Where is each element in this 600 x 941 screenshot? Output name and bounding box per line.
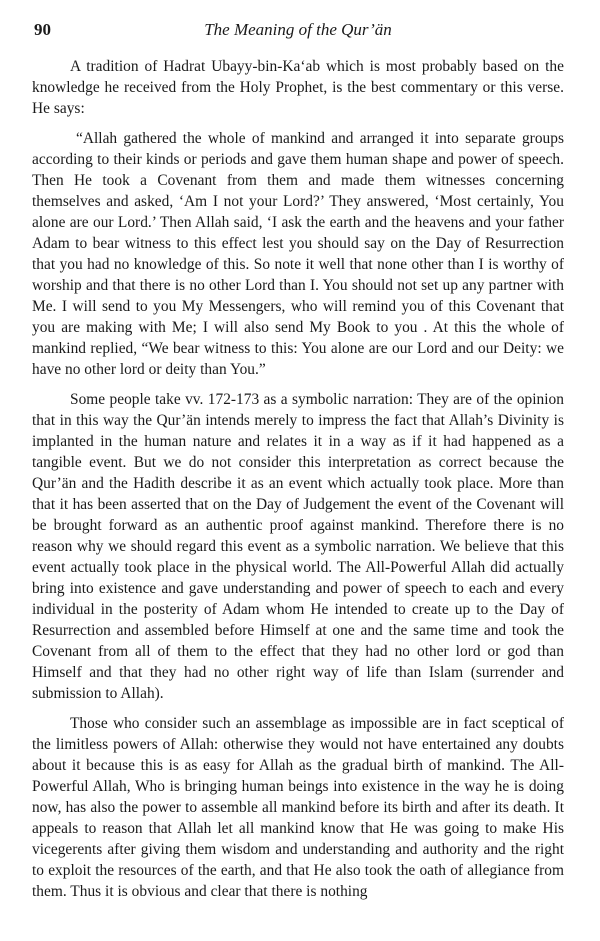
page-number: 90 [34,20,51,39]
paragraph-quotation: “Allah gathered the whole of mankind and arranged it into separate groups according to their kinds or periods and gave them human shape and power of speech. Then He took a Covenant from them and made them witnesses concerning themselves and asked, ‘Am I not your Lord?’ They answered, ‘Most certainly, You alone are our Lord.’ Then Allah said, ‘I ask the earth and the heavens and your father Adam to bear witness to this effect lest you should say on the Day of Resurrection that you had no knowledge of this. So note it well that none other than I is worthy of worship and that there is no other Lord than I. You should not set up any partner with Me. I will send to you My Messengers, who will remind you of this Covenant that you are making with Me; I will also send My Book to you . At this the whole of mankind replied, “We bear witness to this: You alone are our Lord and our Deity: we have no other lord or deity than You.” [32,130,564,378]
running-head [32,20,564,44]
paragraph-assemblage: Those who consider such an assemblage as impossible are in fact sceptical of the limitless powers of Allah: otherwise they would not have entertained any doubts about it because this is as easy for Allah as the gradual birth of mankind. The All-Powerful Allah, Who is bringing human beings into existence in the way he is doing now, has also the power to assemble all mankind before its birth and after its death. It appeals to reason that Allah let all mankind know that He was going to make His vicegerents after giving them wisdom and understanding and authority and the right to exploit the resources of the earth, and that He also took the oath of allegiance from them. Thus it is obvious and clear that there is nothing [32,715,564,900]
paragraph-intro: A tradition of Hadrat Ubayy-bin-Ka‘ab which is most probably based on the knowledge he received from the Holy Prophet, is the best commentary or this verse. He says: [32,58,564,117]
paragraph-symbolic-narration: Some people take vv. 172-173 as a symbolic narration: They are of the opinion that in this way the Qur’än intends merely to impress the fact that Allah’s Divinity is implanted in the human nature and relates it in a way as if it had happened as a tangible event. But we do not consider this interpretation as correct because the Qur’än and the Hadith describe it as an event which actually took place. More than that it has been asserted that on the Day of Judgement the event of the Covenant will be brought forward as an authentic proof against mankind. Therefore there is no reason why we should regard this event as a symbolic narration. We believe that this event actually took place in the physical world. The All-Powerful Allah did actually bring into existence and gave understanding and power of speech to each and every individual in the posterity of Adam whom He intended to create up to the Day of Resurrection and assembled before Himself at one and the same time and took the Covenant from all of them to the effect that they had no other lord or god than Himself and that they had no other right way of life than Islam (surrender and submission to Allah). [32,391,564,702]
book-title: The Meaning of the Qur’än [204,20,392,39]
